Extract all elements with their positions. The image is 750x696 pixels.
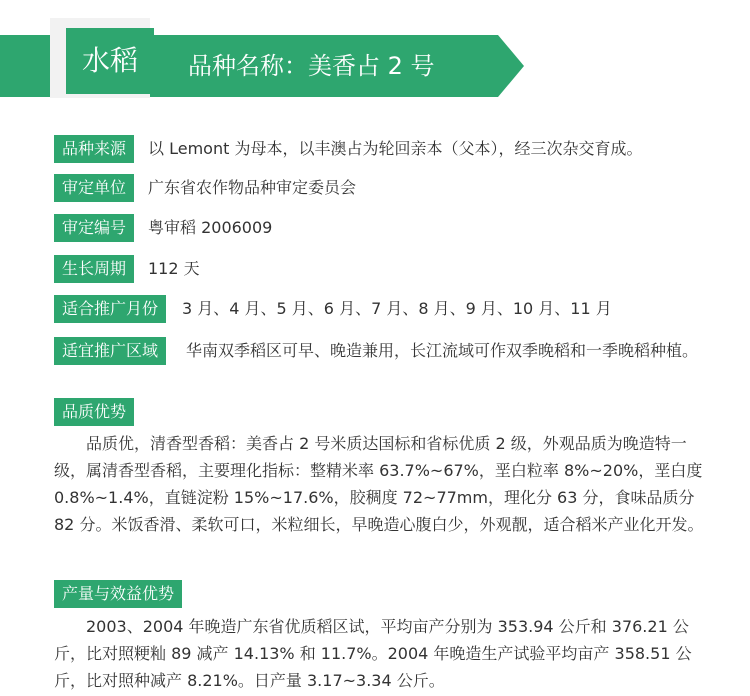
field-value: 3 月、4 月、5 月、6 月、7 月、8 月、9 月、10 月、11 月 <box>182 299 612 318</box>
field-row-approval-number <box>54 214 134 242</box>
variety-title: 品种名称：美香占 2 号 <box>188 52 435 80</box>
field-row-growth-period <box>54 255 134 283</box>
field-label: 品种来源 <box>54 135 134 163</box>
field-row-approval-unit <box>54 174 134 202</box>
header-banner-arrow <box>498 35 524 97</box>
field-value: 华南双季稻区可早、晚造兼用，长江流域可作双季晚稻和一季晚稻种植。 <box>186 341 699 360</box>
field-label: 适合推广月份 <box>54 295 166 323</box>
section-label: 品质优势 <box>54 398 134 426</box>
section-quality <box>54 398 134 426</box>
field-label: 审定编号 <box>54 214 134 242</box>
field-value: 粤审稻 2006009 <box>148 218 273 237</box>
field-value: 以 Lemont 为母本，以丰澳占为轮回亲本（父本），经三次杂交育成。 <box>148 139 643 158</box>
quality-paragraph: 品质优，清香型香稻：美香占 2 号米质达国标和省标优质 2 级，外观品质为晚造特一级，属清香型香稻，主要理化指标：整精米率 63.7%~67%，垩白粒率 8%~20%，垩白度 0.8%~1.4%，直链淀粉 15%~17.6%，胶稠度 72~77mm，理化分 63 分，食味品质分 82 分。米饭香滑、柔软可口，米粒细长，早晚造心腹白少，外观靓，适合稻米产业化开发。 <box>54 434 704 534</box>
field-row-source <box>54 135 134 163</box>
field-label: 适宜推广区域 <box>54 337 166 365</box>
section-label: 产量与效益优势 <box>54 580 182 608</box>
field-row-months <box>54 295 166 323</box>
field-value: 112 天 <box>148 259 200 278</box>
section-yield <box>54 580 182 608</box>
crop-label: 水稻 <box>66 28 154 94</box>
field-row-region <box>54 337 166 365</box>
yield-paragraph: 2003、2004 年晚造广东省优质稻区试，平均亩产分别为 353.94 公斤和 376.21 公斤，比对照粳籼 89 减产 14.13% 和 11.7%。2004 年晚造生产试验平均亩产 358.51 公斤，比对照种减产 8.21%。日产量 3.17~3.34 公斤。 <box>54 617 692 690</box>
field-value: 广东省农作物品种审定委员会 <box>148 178 357 197</box>
field-label: 审定单位 <box>54 174 134 202</box>
field-label: 生长周期 <box>54 255 134 283</box>
